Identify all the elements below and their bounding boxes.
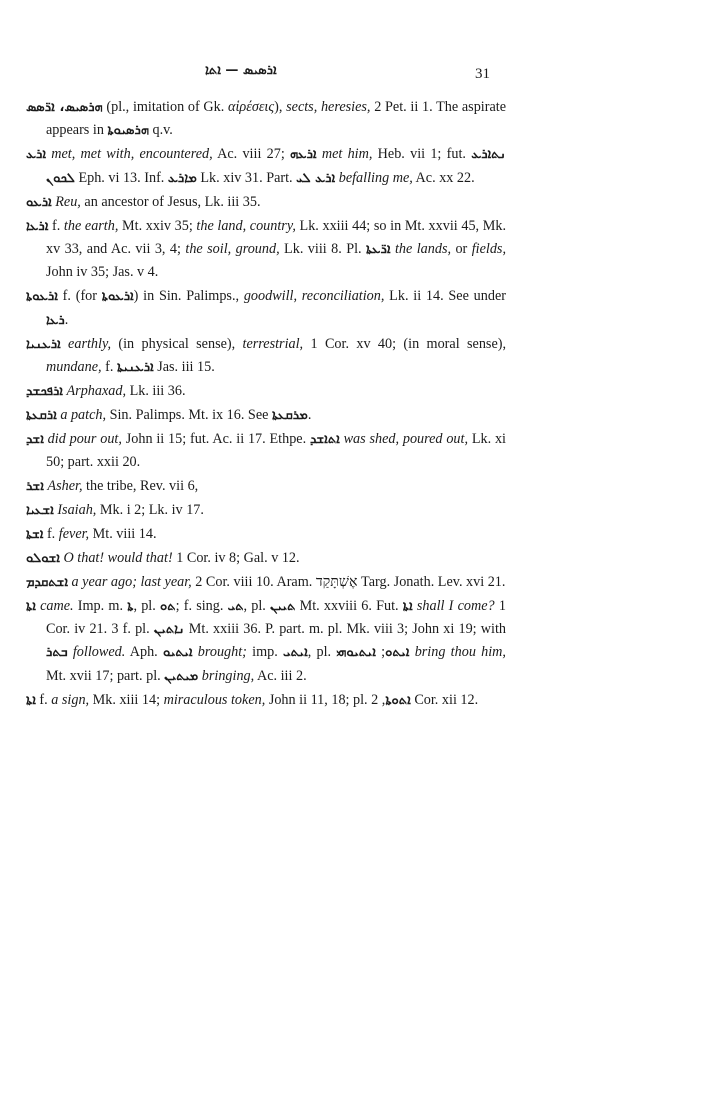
gloss: mundane, [46, 358, 102, 375]
syriac-headword: ܐܪܥܘܬܐ [26, 289, 58, 305]
gloss: bring thou him, [409, 644, 506, 661]
entry-text: Mt. xxviii 6. Fut. [295, 597, 403, 614]
gloss: a sign, [51, 691, 90, 708]
gloss: bringing, [198, 667, 255, 684]
syriac-word: ܐܬܐܫܕ [309, 431, 340, 447]
syriac-word: ܐܝܬܝ [283, 645, 308, 661]
entry-text: . [307, 406, 312, 423]
syriac-headword: ܐܬܐ [26, 692, 36, 708]
entry-text: f. [35, 691, 52, 708]
entry-text: Targ. Jonath. Lev. xvi 21. [357, 573, 506, 590]
entry-text: Mt. xxiv 35; [118, 217, 197, 234]
syriac-word: ܡܐܪܥ [167, 170, 197, 186]
syriac-headword: ܐܫܘܠܘ [26, 550, 60, 566]
entry-text: Lk. xiv 31. [196, 169, 263, 186]
syriac-headword: ܐܪܥܐ [26, 218, 49, 234]
entry-text: Aph. [125, 644, 163, 661]
entry-isaiah [26, 499, 506, 522]
entry-text: f. [43, 525, 59, 542]
entry-met [26, 143, 506, 190]
gloss: met, met with, encountered, [46, 146, 213, 163]
syriac-headword: ܐܪܦܟܫܕ [26, 383, 63, 399]
syriac-headword: ܐܬܐ [26, 598, 36, 614]
syriac-word: ܐܬܐ [402, 598, 413, 614]
entry-text: Mt. viii 14. [89, 525, 157, 542]
page-number: 31 [475, 66, 490, 82]
gloss: a year ago; last year, [67, 573, 192, 590]
entry-text: Lk. ii 14. See under [384, 288, 506, 305]
gloss: earthly, [60, 335, 112, 352]
gloss: came. [35, 597, 74, 614]
entry-text: ), [274, 99, 287, 115]
entry-came [26, 595, 506, 689]
entry-text: f. [48, 217, 64, 234]
syriac-word: ܐܝܬܝܘܗܝ [336, 645, 376, 661]
gloss: Reu, [51, 193, 81, 210]
entry-text: Imp. m. [73, 597, 128, 614]
entry-text: Part. [262, 169, 297, 186]
entry-text: imp. [246, 644, 284, 661]
entry-text: Sin. Palimps. Mt. ix 16. See [106, 406, 272, 423]
syriac-headword: ܗܪܣܝܣ، ܐܪ̈ܣܣ [26, 100, 103, 115]
running-head: ܐܪܣܝܣ — ܐܬܐ [205, 63, 277, 78]
entry-fever [26, 523, 506, 546]
gloss: fields, [471, 240, 506, 257]
entry-text: John iv 35; Jas. v 4. [46, 264, 159, 281]
entry-text: , 2 Cor. xii 12. [371, 691, 479, 708]
gloss: was shed, poured out, [339, 430, 469, 447]
entry-arphaxad [26, 380, 506, 403]
syriac-headword: ܐܪܩܥܬܐ [26, 407, 57, 423]
syriac-word: ܪܥܐ [46, 312, 65, 328]
entry-text: 1 Cor. iv 8; Gal. v 12. [172, 549, 300, 566]
syriac-word: ܒܬܪ [46, 645, 68, 661]
syriac-headword: ܐܫܥܝܐ [26, 502, 54, 518]
gloss: Isaiah, [53, 501, 97, 518]
entry-text: John ii 15; fut. Ac. ii 17. Ethpe. [121, 430, 310, 447]
syriac-word: ܐܝܬܘ [385, 645, 410, 661]
gloss: the lands, [390, 240, 452, 257]
gloss: the soil, ground, [185, 240, 280, 257]
entry-text: Heb. vii 1; fut. [372, 146, 472, 163]
syriac-word: ܡܝܬܝܢ [164, 668, 199, 684]
entry-text: Eph. vi 13. Inf. [74, 169, 168, 186]
entry-text: Lk. xi 50; part. xxii 20. [46, 430, 506, 471]
gloss: goodwill, reconciliation, [243, 288, 385, 305]
entry-earth [26, 215, 506, 285]
syriac-headword: ܐܫܕ [26, 431, 44, 447]
gloss: fever, [58, 525, 90, 542]
entry-text: ) in Sin. Palimps., [133, 288, 244, 305]
entry-text: Lk. xxiii 44; so in Mt. xxvii 45, Mk. xv 33, and Ac. vii 3, 4; [46, 217, 506, 257]
gloss: miraculous token, [163, 691, 266, 708]
gloss: the land, country, [196, 217, 296, 234]
syriac-word: ܐܝܬܝܘ [162, 645, 193, 661]
syriac-headword: ܐܫܬܩܕܡ [26, 574, 68, 590]
gloss: met him, [316, 146, 373, 163]
gloss: the earth, [63, 217, 119, 234]
entry-text: the tribe, Rev. vii 6, [82, 478, 199, 494]
gloss: O that! would that! [59, 549, 173, 566]
syriac-headword: ܐܪܥ [26, 147, 46, 163]
syriac-word: ܢܐܬܝܢ [153, 621, 185, 637]
greek-word: αἱρέσεις [228, 99, 275, 115]
gloss: Asher, [43, 478, 83, 494]
entry-text: an ancestor of Jesus, Lk. iii 35. [80, 193, 261, 210]
entry-earthly [26, 333, 506, 380]
entry-patch [26, 404, 506, 427]
entry-text: , pl. [243, 597, 271, 614]
syriac-headword: ܐܫܪ [26, 479, 44, 494]
syriac-headword: ܐܪܥܘ [26, 194, 52, 210]
syriac-word: ܢܬܐܪܥ ܠܟܘܢ [46, 147, 506, 186]
entry-text: Lk. viii 8. Pl. [279, 240, 367, 257]
entry-text: . [64, 311, 69, 328]
entry-last-year [26, 571, 506, 594]
entry-text: 1 Cor. iv 21. 3 f. pl. [46, 597, 506, 637]
syriac-headword: ܐܪܥܢܝܐ [26, 336, 61, 352]
entry-text: Mk. i 2; Lk. iv 17. [96, 501, 204, 518]
entry-text: , pl. [307, 644, 337, 661]
entry-text: , pl. [133, 597, 160, 614]
entry-text: ; [375, 644, 386, 661]
gloss: a patch, [56, 406, 107, 423]
entry-o-that [26, 547, 506, 570]
entry-text: or [451, 240, 472, 257]
syriac-word: ܐܪܥܘܬܐ [101, 289, 134, 305]
entry-text: (pl., imitation of Gk. [102, 99, 229, 115]
gloss: followed. [67, 644, 126, 661]
entry-goodwill [26, 285, 506, 332]
entry-asher [26, 475, 506, 498]
syriac-word: ܡܪܩܥܬܐ [271, 407, 308, 423]
entry-text: Ac. viii 27; [212, 146, 291, 163]
syriac-word: ܐܬܘܬܐ [385, 692, 411, 708]
syriac-headword: ܐܫܬܐ [26, 526, 44, 542]
syriac-word: ܬܝܝܢ [270, 598, 296, 614]
syriac-word: ܬܘ [160, 598, 176, 614]
gloss: Arphaxad, [62, 382, 127, 399]
syriac-word: ܐܪܥܢܝܬܐ [116, 359, 154, 375]
entry-text: Jas. iii 15. [153, 358, 215, 375]
gloss: brought; [192, 644, 247, 661]
syriac-word: ܬܝ [227, 598, 244, 614]
syriac-word: ܐܪ̈ܥܬܐ [366, 241, 391, 257]
entry-text: f. (for [57, 288, 102, 305]
entry-sign [26, 689, 506, 712]
entry-text: Ac. xx 22. [412, 169, 475, 186]
entry-text: (in physical sense), [111, 335, 243, 352]
entry-text: q.v. [148, 122, 173, 139]
gloss: terrestrial, [242, 335, 304, 352]
gloss: befalling me, [335, 169, 413, 186]
entry-list [26, 96, 506, 713]
entry-reu [26, 191, 506, 214]
entry-text: Mt. xxiii 36. P. part. m. pl. Mk. viii 3; John xi 19; with [184, 620, 507, 637]
entry-text: ; f. sing. [175, 597, 228, 614]
gloss: shall I come? [412, 597, 495, 614]
hebrew-word: אֶשְׁתָּקַד [315, 573, 358, 590]
entry-text: 1 Cor. xv 40; (in moral sense), [303, 335, 507, 352]
entry-text: Lk. iii 36. [126, 382, 186, 399]
entry-text: Mk. xiii 14; [89, 691, 164, 708]
syriac-word: ܬܐ [127, 598, 134, 614]
syriac-word: ܗܪܣܝܘܬܐ [107, 123, 149, 139]
syriac-word: ܐܪܥܗ [290, 147, 317, 163]
entry-text: 2 Cor. viii 10. Aram. [191, 573, 316, 590]
entry-text: f. [101, 358, 117, 375]
entry-pour-out [26, 428, 506, 475]
gloss: sects, heresies, [286, 99, 371, 115]
entry-text: John ii 11, 18; pl. [265, 691, 372, 708]
entry-text: 2 Pet. ii 1. The aspirate appears in [46, 99, 506, 139]
syriac-word: ܐܪܥ ܠܝ [296, 170, 336, 186]
entry-text: Mt. xvii 17; part. pl. [46, 667, 165, 684]
entry-heresies [26, 96, 506, 143]
entry-text: Ac. iii 2. [254, 667, 307, 684]
gloss: did pour out, [43, 430, 122, 447]
